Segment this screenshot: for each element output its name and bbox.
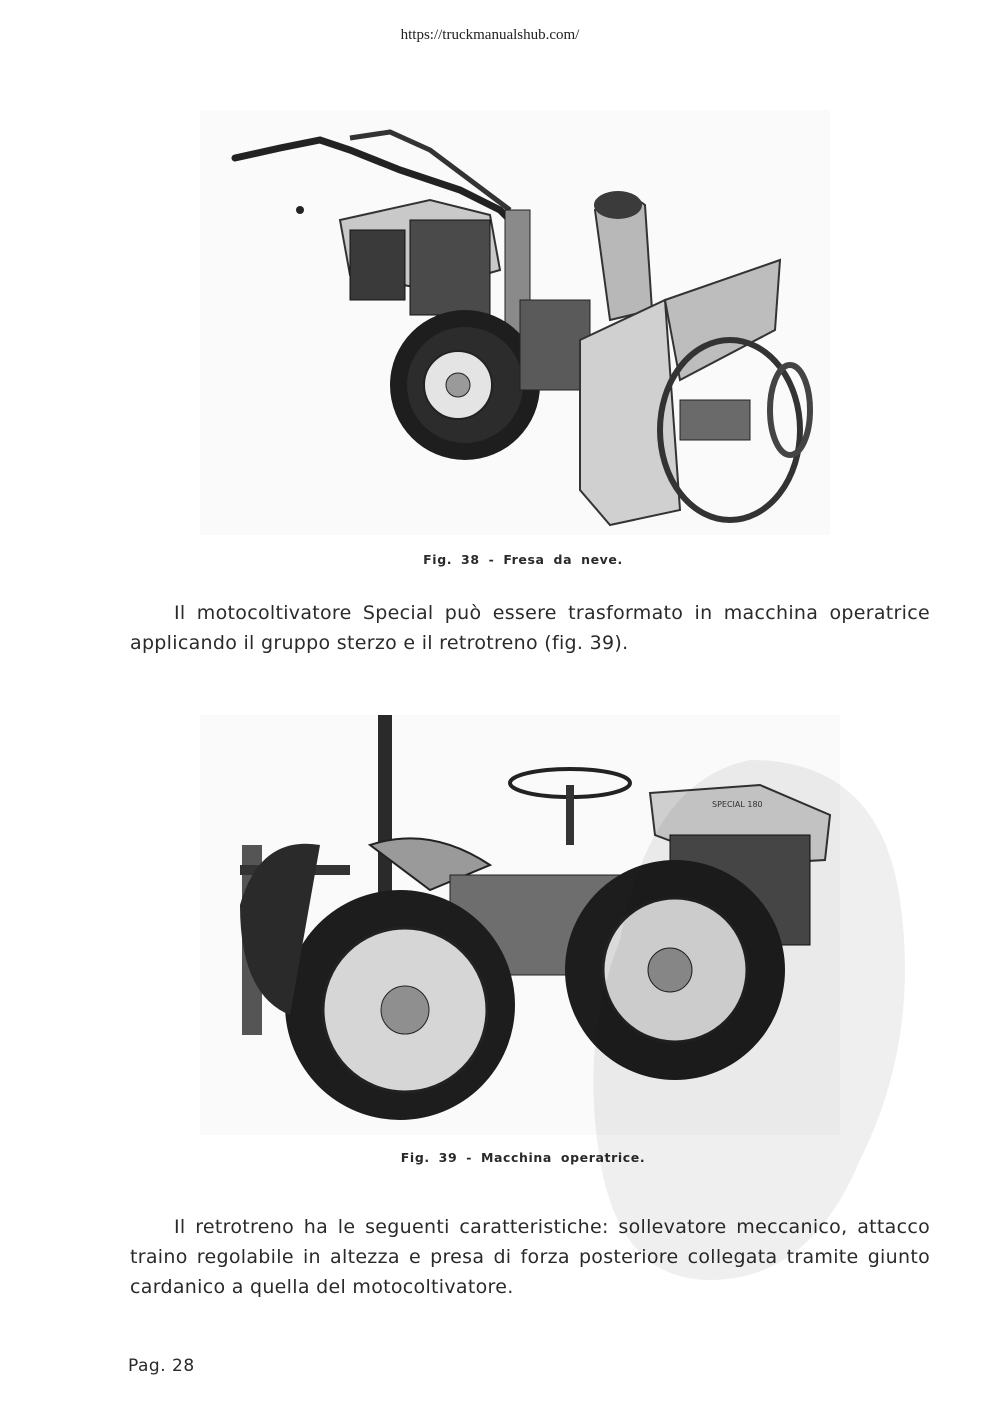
- figure-39-operating-machine: [200, 715, 840, 1135]
- page-number: Pag. 28: [128, 1356, 195, 1376]
- source-url: https://truckmanualshub.com/: [400, 27, 580, 43]
- paragraph-2: Il retrotreno ha le seguenti caratteristiche: sollevatore meccanico, attacco traino regolabile in altezza e presa di forza posteriore collegata tramite giunto cardanico a quella del motocoltivatore.: [130, 1216, 930, 1298]
- figure-38-caption: Fig. 38 - Fresa da neve.: [423, 552, 623, 567]
- paragraph-1: Il motocoltivatore Special può essere trasformato in macchina operatrice applicando il gruppo sterzo e il retrotreno (fig. 39).: [130, 602, 930, 654]
- operating-machine-illustration: [200, 715, 840, 1135]
- figure-39-caption: Fig. 39 - Macchina operatrice.: [400, 1150, 646, 1165]
- engine-hood-label: SPECIAL 180: [712, 800, 763, 809]
- snow-blower-illustration: [200, 110, 830, 535]
- figure-38-snow-blower: [200, 110, 830, 535]
